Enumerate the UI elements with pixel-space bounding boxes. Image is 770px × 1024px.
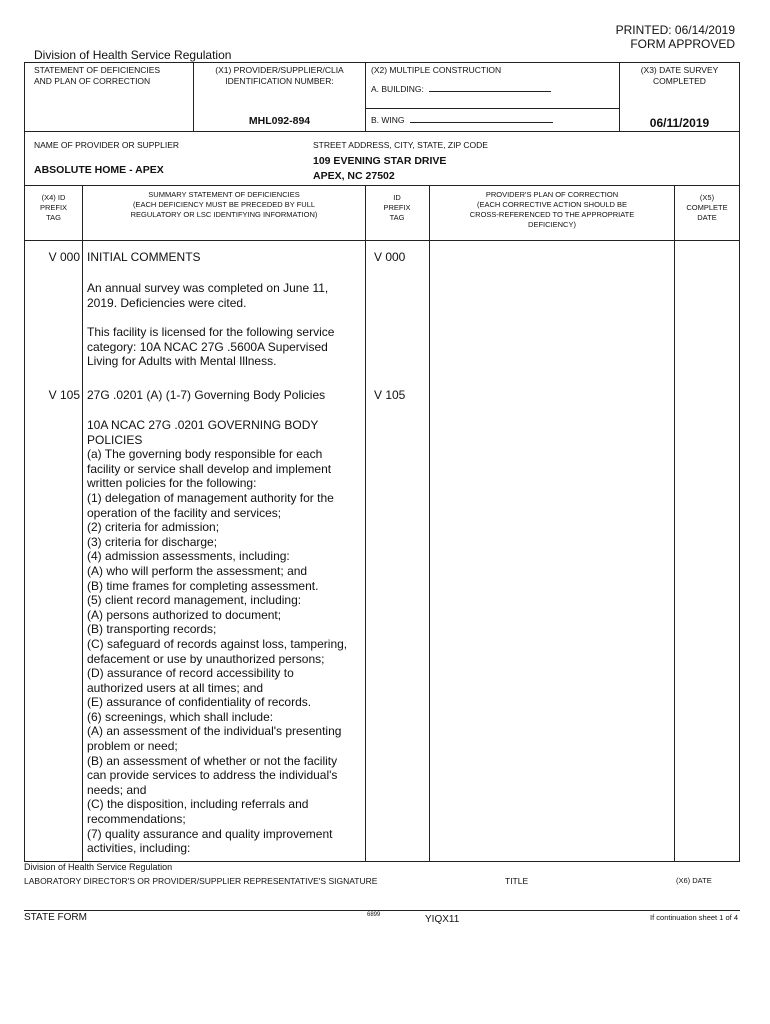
event-id: YIQX11 — [425, 914, 460, 925]
regulation-line: POLICIES — [87, 432, 143, 447]
tag-v105-prefix: V 105 — [48, 388, 80, 402]
x6-date-label: (X6) DATE — [676, 876, 712, 885]
wing-blank — [410, 113, 553, 123]
regulation-line: (D) assurance of record accessibility to — [87, 666, 294, 681]
provider-name: ABSOLUTE HOME - APEX — [34, 164, 164, 176]
regulation-line: operation of the facility and services; — [87, 505, 282, 520]
regulation-line: defacement or use by unauthorized persons; — [87, 651, 325, 666]
building-blank — [429, 82, 551, 92]
regulation-line: (3) criteria for discharge; — [87, 534, 218, 549]
form-number: 6899 — [367, 912, 381, 918]
column-divider — [429, 185, 430, 862]
x2-label: (X2) MULTIPLE CONSTRUCTION — [371, 65, 502, 75]
regulation-line: needs; and — [87, 782, 147, 797]
address-line-2: APEX, NC 27502 — [313, 170, 395, 182]
column-divider — [82, 185, 83, 862]
building-label: A. BUILDING: — [371, 84, 424, 94]
regulation-line: can provide services to address the individual's — [87, 768, 338, 783]
v105-title: 27G .0201 (A) (1-7) Governing Body Policies — [87, 388, 326, 402]
column-divider — [365, 185, 366, 862]
address-line-1: 109 EVENING STAR DRIVE — [313, 155, 447, 167]
survey-completed-date: 06/11/2019 — [649, 116, 710, 130]
address-label: STREET ADDRESS, CITY, STATE, ZIP CODE — [313, 140, 488, 150]
footer-divider — [24, 910, 740, 911]
division-title: Division of Health Service Regulation — [34, 48, 232, 62]
table-right-border — [739, 62, 740, 862]
wing-label: B. WING — [371, 115, 405, 125]
regulation-line: recommendations; — [87, 812, 186, 827]
footer-division: Division of Health Service Regulation — [24, 862, 173, 872]
regulation-line: (A) persons authorized to document; — [87, 607, 282, 622]
row-divider — [24, 185, 740, 186]
row-divider — [24, 240, 740, 241]
printed-date: PRINTED: 06/14/2019 — [615, 23, 735, 37]
regulation-line: (4) admission assessments, including: — [87, 549, 290, 564]
regulation-line: (B) time frames for completing assessment. — [87, 578, 319, 593]
regulation-line: (E) assurance of confidentiality of records. — [87, 695, 312, 710]
tag-v000-id: V 000 — [374, 250, 406, 264]
summary-header: SUMMARY STATEMENT OF DEFICIENCIES (EACH DEFICIENCY MUST BE PRECEDED BY FULL REGULATORY OR LSC IDENTIFYING INFORMATION) — [130, 190, 318, 219]
regulation-line: (A) an assessment of the individual's presenting — [87, 724, 342, 739]
column-divider — [674, 185, 675, 862]
survey-paragraph: An annual survey was completed on June 11, 2019. Deficiencies were cited. — [87, 281, 329, 310]
regulation-line: 10A NCAC 27G .0201 GOVERNING BODY — [87, 418, 319, 432]
plan-header: PROVIDER'S PLAN OF CORRECTION (EACH CORRECTIVE ACTION SHOULD BE CROSS-REFERENCED TO THE APPROPRIATE DEFICIENCY) — [469, 190, 635, 229]
tag-v105-id: V 105 — [374, 388, 406, 402]
regulation-line: (A) who will perform the assessment; and — [87, 563, 308, 578]
x4-header: (X4) ID PREFIX TAG — [39, 193, 68, 222]
table-top-border — [24, 62, 740, 63]
regulation-line: activities, including: — [87, 841, 191, 856]
provider-name-label: NAME OF PROVIDER OR SUPPLIER — [34, 140, 179, 150]
signature-label: LABORATORY DIRECTOR'S OR PROVIDER/SUPPLIER REPRESENTATIVE'S SIGNATURE — [24, 876, 378, 886]
regulation-text — [87, 418, 362, 856]
id-header: ID PREFIX TAG — [383, 193, 411, 222]
regulation-line: (a) The governing body responsible for each — [87, 447, 323, 462]
regulation-line: (B) transporting records; — [87, 622, 217, 637]
title-label: TITLE — [505, 876, 529, 886]
statement-label: STATEMENT OF DEFICIENCIES AND PLAN OF CORRECTION — [34, 65, 161, 86]
provider-id-number: MHL092-894 — [248, 115, 311, 127]
initial-comments-heading: INITIAL COMMENTS — [87, 250, 201, 264]
license-paragraph: This facility is licensed for the following service category: 10A NCAC 27G .5600A Supervised Living for Adults with Mental Illness. — [87, 325, 335, 369]
regulation-line: (C) the disposition, including referrals and — [87, 797, 309, 812]
regulation-line: (1) delegation of management authority for the — [87, 490, 334, 505]
regulation-line: (2) criteria for admission; — [87, 520, 220, 535]
regulation-line: authorized users at all times; and — [87, 680, 264, 695]
divider — [365, 62, 366, 131]
continuation-sheet: If continuation sheet 1 of 4 — [650, 913, 738, 922]
regulation-line: (5) client record management, including: — [87, 593, 302, 608]
regulation-line: (6) screenings, which shall include: — [87, 709, 274, 724]
regulation-line: problem or need; — [87, 739, 178, 754]
tag-v000-prefix: V 000 — [48, 250, 80, 264]
regulation-line: facility or service shall develop and implement — [87, 461, 332, 476]
table-left-border — [24, 62, 25, 862]
wing-field — [371, 113, 553, 126]
building-field — [371, 82, 551, 95]
regulation-line: (7) quality assurance and quality improvement — [87, 826, 333, 841]
x3-label: (X3) DATE SURVEY COMPLETED — [640, 65, 719, 86]
x5-header: (X5) COMPLETE DATE — [686, 193, 728, 222]
regulation-line: written policies for the following: — [87, 476, 257, 491]
row-divider — [365, 108, 619, 109]
x1-label: (X1) PROVIDER/SUPPLIER/CLIA IDENTIFICATION NUMBER: — [215, 65, 344, 86]
state-form-label: STATE FORM — [24, 912, 87, 923]
regulation-line: (C) safeguard of records against loss, tampering, — [87, 636, 348, 651]
row-divider — [24, 131, 740, 132]
form-approved: FORM APPROVED — [630, 37, 735, 51]
regulation-line: (B) an assessment of whether or not the facility — [87, 753, 338, 768]
